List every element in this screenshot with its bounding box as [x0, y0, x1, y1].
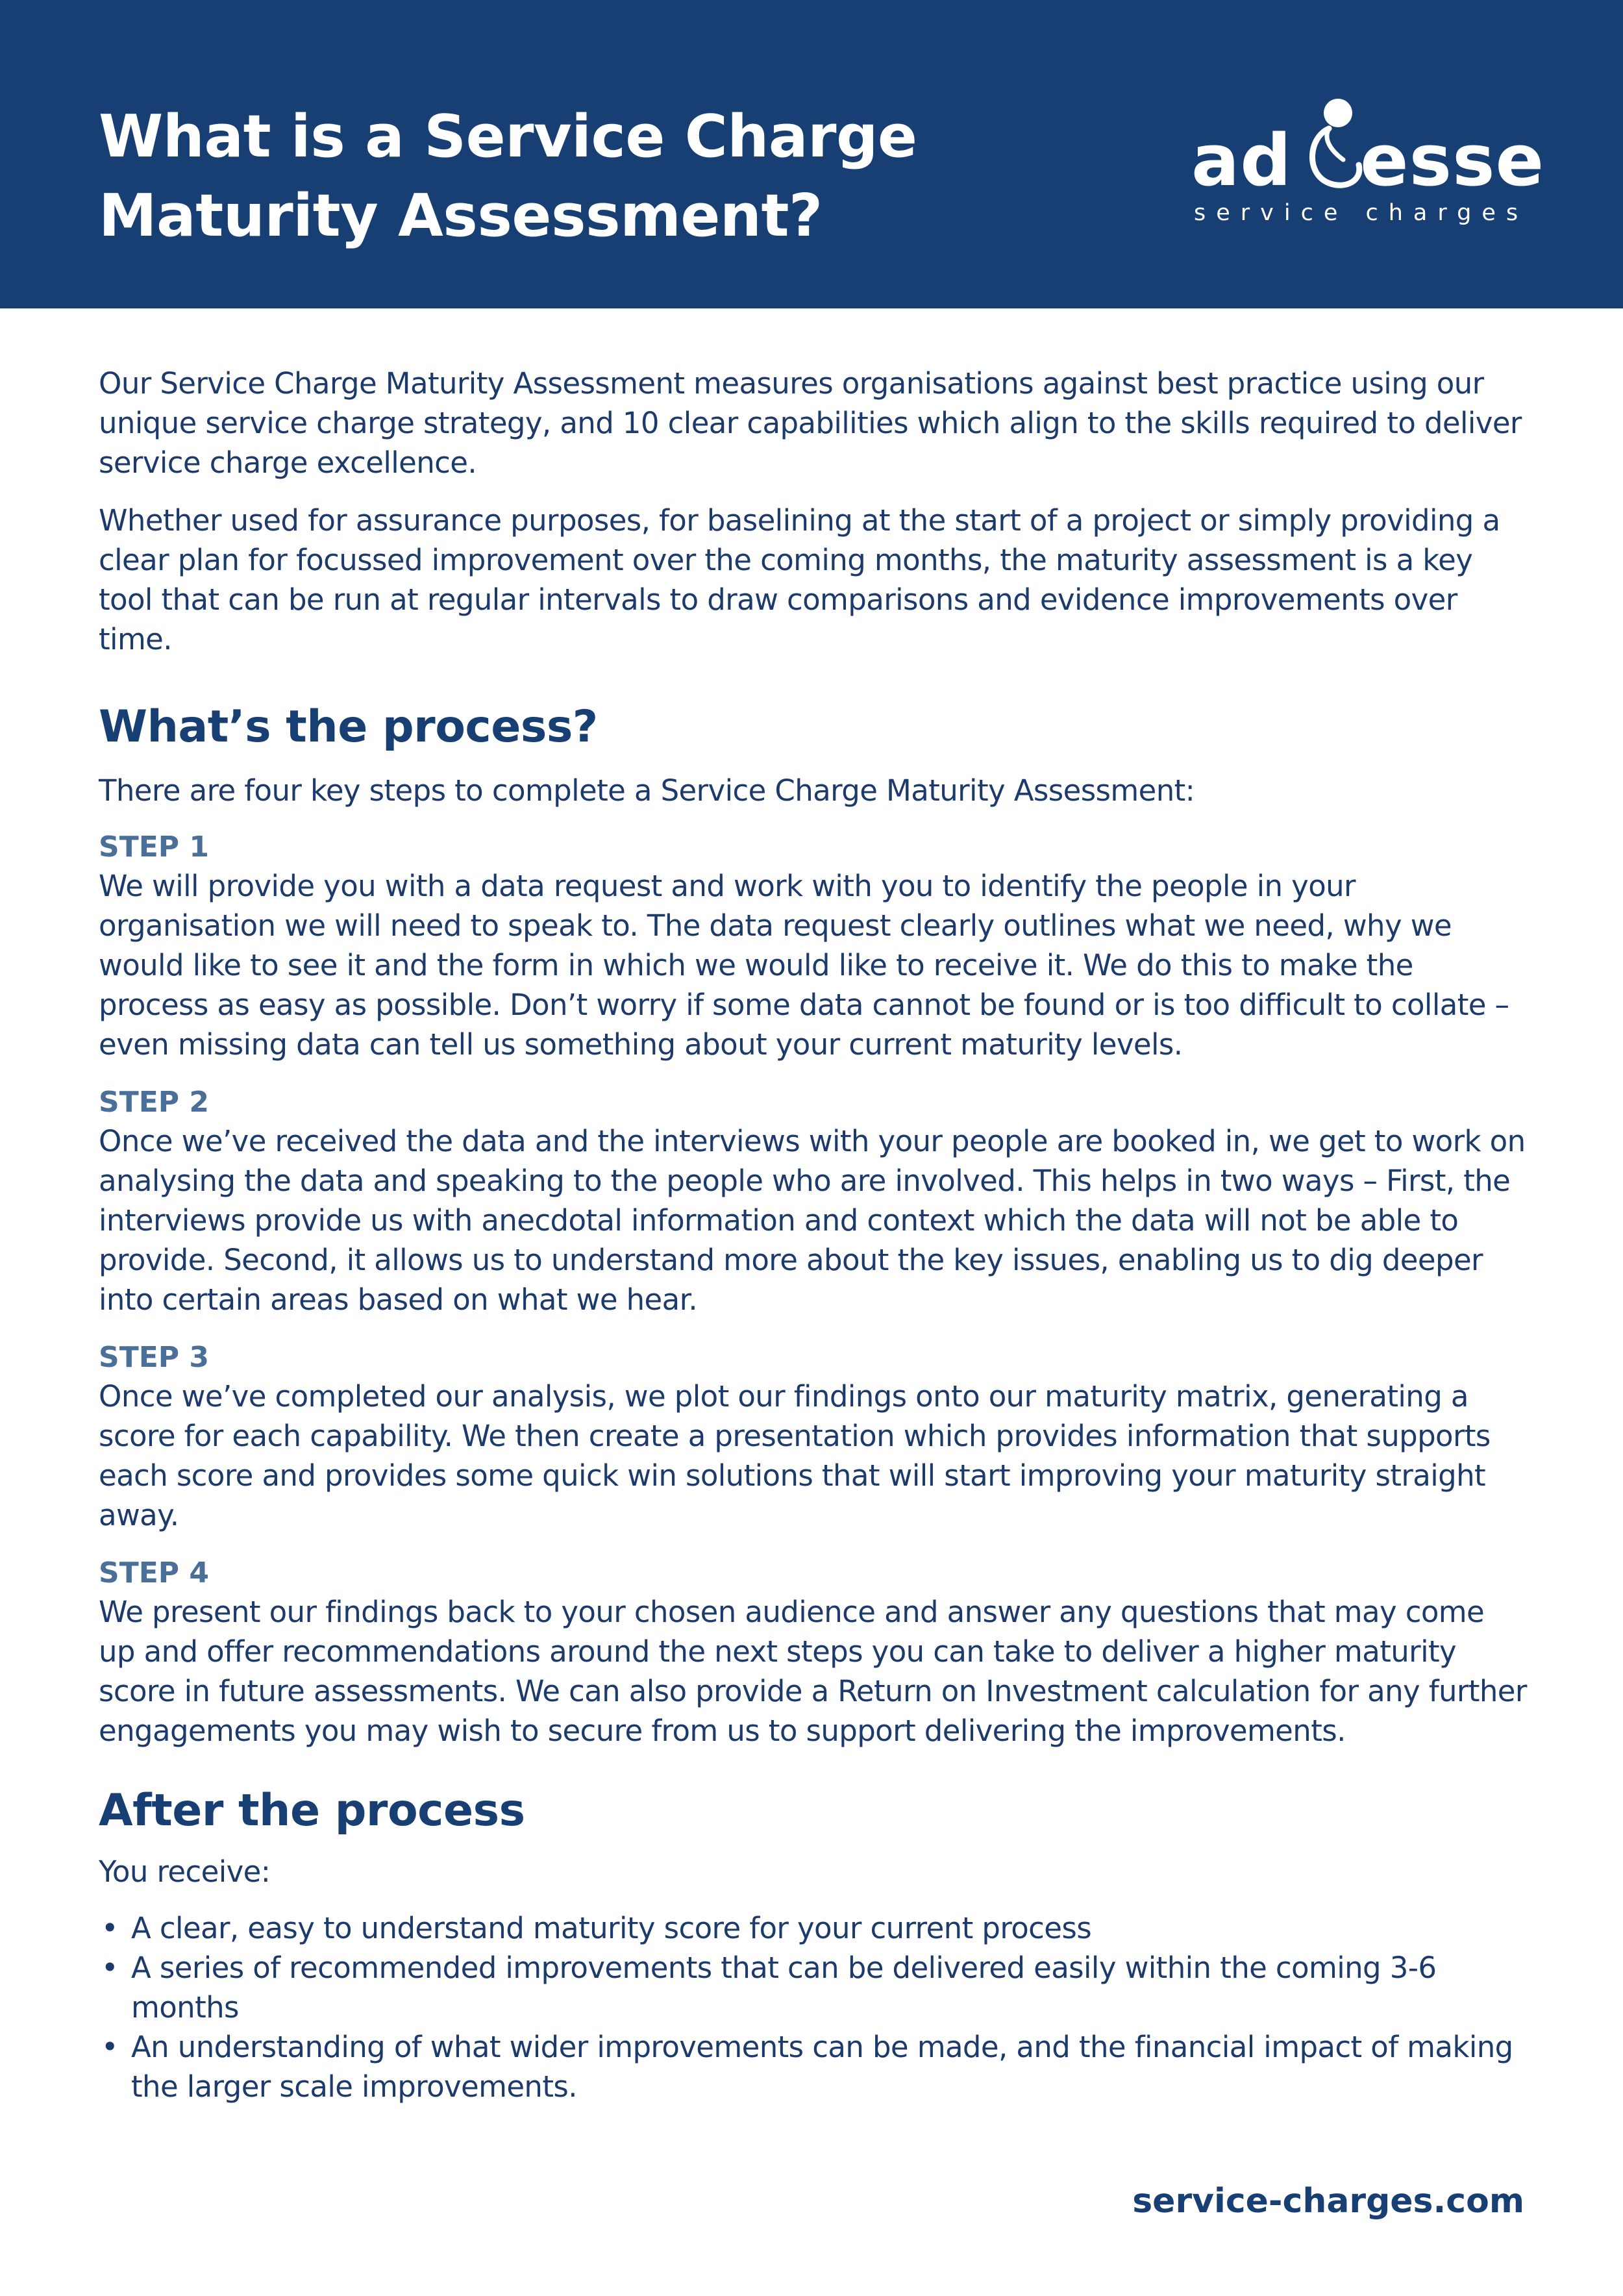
page-title [99, 97, 1040, 256]
main-content [99, 364, 1527, 2106]
step-text: Once we’ve received the data and the interviews with your people are booked in, we get to work on analysing the data and speaking to the people who are involved. This helps in two ways – First, the interviews provide us with anecdotal information and context which the data will not be able to provide. Second, it allows us to understand more about the key issues, enabling us to dig deeper into certain areas based on what we hear. [99, 1124, 1526, 1317]
deliverables-list [99, 1908, 1527, 2106]
intro-paragraph-2: Whether used for assurance purposes, for baselining at the start of a project or simply providing a clear plan for focussed improvement over the coming months, the maturity assessment is a key tool that can be run at regular intervals to draw comparisons and evidence improvements over time. [99, 503, 1500, 656]
step-4 [99, 1554, 1527, 1751]
list-item-text: A series of recommended improvements that can be delivered easily within the coming 3-6 months [131, 1951, 1437, 2025]
logo-word-right: esse [1360, 119, 1545, 202]
step-2 [99, 1084, 1527, 1319]
intro-paragraph-1: Our Service Charge Maturity Assessment measures organisations against best practice using our unique service charge strategy, and 10 clear capabilities which align to the skills required to deliver service charge excellence. [99, 366, 1522, 480]
process-heading: What’s the process? [99, 701, 598, 753]
after-process-heading: After the process [99, 1785, 525, 1836]
step-text: Once we’ve completed our analysis, we plot our findings onto our maturity matrix, generating a score for each capability. We then create a presentation which provides information that supports each score and provides some quick win solutions that will start improving your maturity straight away. [99, 1379, 1491, 1532]
company-logo [1191, 97, 1545, 227]
step-label: STEP 2 [99, 1086, 209, 1119]
page-title-line-2: Maturity Assessment? [99, 182, 823, 250]
list-item [99, 2027, 1527, 2106]
bullet-icon: • [101, 2030, 118, 2064]
header-banner [0, 0, 1623, 308]
step-text: We will provide you with a data request and work with you to identify the people in your organisation we will need to speak to. The data request clearly outlines what we need, why we would like to see it and the form in which we would like to receive it. We do this to make the process as easy as possible. Don’t worry if some data cannot be found or is too difficult to collate – even missing data can tell us something about your current maturity levels. [99, 869, 1509, 1062]
website-link[interactable]: service-charges.com [1132, 2182, 1524, 2221]
list-item [99, 1908, 1527, 1948]
list-item-text: An understanding of what wider improvements can be made, and the financial impact of making the larger scale improvements. [131, 2030, 1513, 2104]
step-3 [99, 1339, 1527, 1535]
page-title-line-1: What is a Service Charge [99, 103, 917, 171]
after-process-intro: You receive: [99, 1854, 271, 1889]
logo-tagline: service charges [1194, 200, 1529, 226]
logo-word-left: ad [1191, 119, 1292, 202]
list-item-text: A clear, easy to understand maturity score for your current process [131, 1911, 1092, 1945]
step-1 [99, 829, 1527, 1064]
droplet-swirl-icon [1303, 97, 1368, 195]
step-label: STEP 1 [99, 830, 209, 864]
bullet-icon: • [101, 1951, 118, 1985]
step-text: We present our findings back to your chosen audience and answer any questions that may come up and offer recommendations around the next steps you can take to deliver a higher maturity score in future assessments. We can also provide a Return on Investment calculation for any further engagements you may wish to secure from us to support delivering the improvements. [99, 1595, 1527, 1748]
list-item [99, 1948, 1527, 2027]
step-label: STEP 4 [99, 1556, 209, 1590]
process-intro: There are four key steps to complete a Service Charge Maturity Assessment: [99, 773, 1195, 808]
step-label: STEP 3 [99, 1341, 209, 1374]
bullet-icon: • [101, 1911, 118, 1945]
